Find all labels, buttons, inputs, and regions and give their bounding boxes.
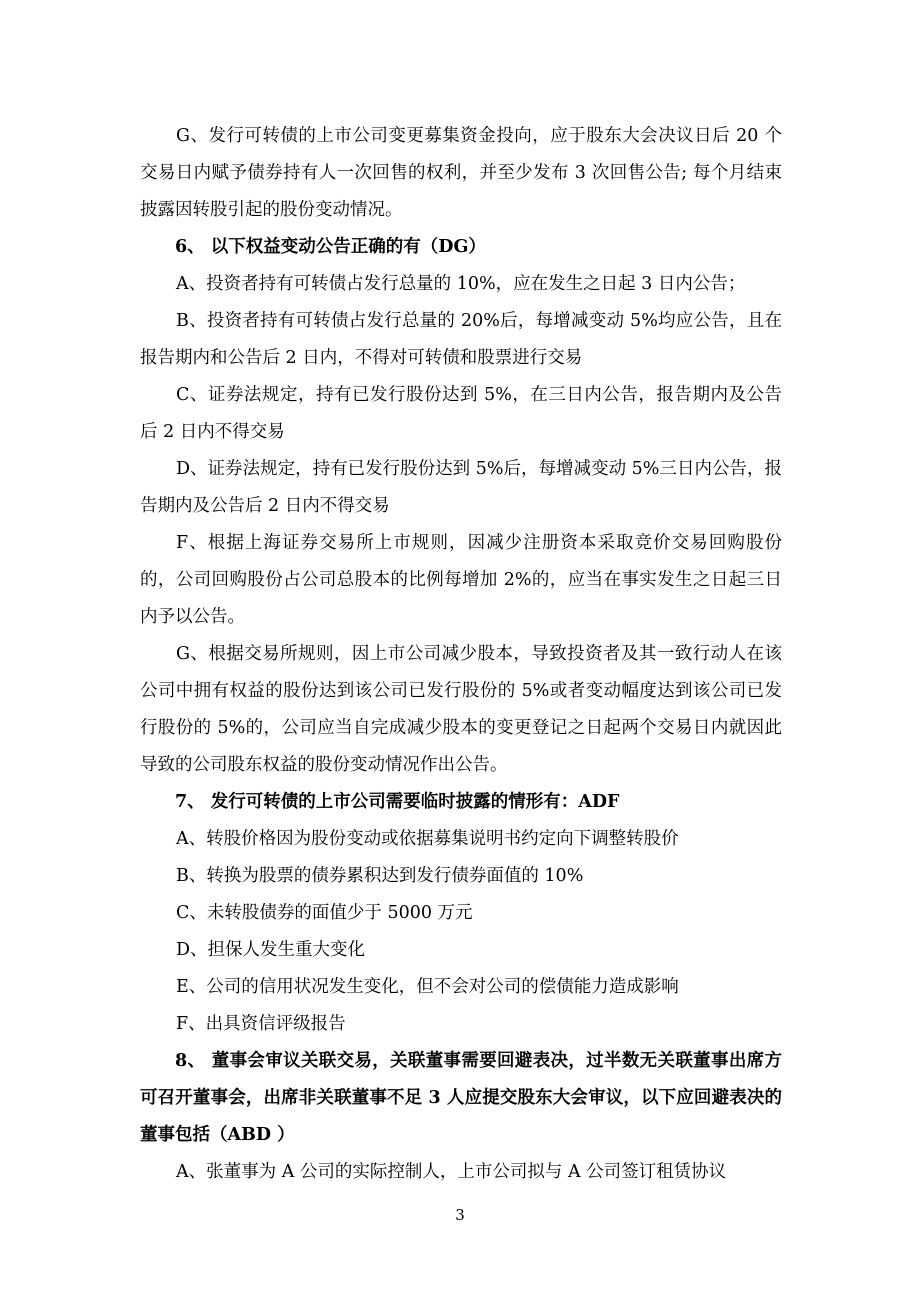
question-6-option-a: A、投资者持有可转债占发行总量的 10%，应在发生之日起 3 日内公告； <box>176 274 746 294</box>
paragraph-g-convertible-bond: G、发行可转债的上市公司变更募集资金投向，应于股东大会决议日后 20 个交易日内赋予债券持有人一次回售的权利，并至少发布 3 次回售公告; 每个月结束披露因转股引起的股份变动情况。 <box>140 126 782 220</box>
question-8-heading: 8、 董事会审议关联交易，关联董事需要回避表决，过半数无关联董事出席方可召开董事会，出席非关联董事不足 3 人应提交股东大会审议，以下应回避表决的董事包括（ABD ） <box>140 1051 782 1145</box>
question-6-option-b: B、投资者持有可转债占发行总量的 20%后，每增减变动 5%均应公告，且在报告期内和公告后 2 日内，不得对可转债和股票进行交易 <box>140 311 782 368</box>
question-7-option-d: D、担保人发生重大变化 <box>176 940 366 960</box>
question-7-option-e: E、公司的信用状况发生变化，但不会对公司的偿债能力造成影响 <box>176 977 679 997</box>
question-6-option-c: C、证券法规定，持有已发行股份达到 5%，在三日内公告，报告期内及公告后 2 日内不得交易 <box>140 385 782 442</box>
question-6-option-f: F、根据上海证券交易所上市规则，因减少注册资本采取竞价交易回购股份的，公司回购股份占公司总股本的比例每增加 2%的，应当在事实发生之日起三日内予以公告。 <box>140 533 782 627</box>
question-8-option-a: A、张董事为 A 公司的实际控制人，上市公司拟与 A 公司签订租赁协议 <box>176 1162 727 1182</box>
question-6-option-d: D、证券法规定，持有已发行股份达到 5%后，每增减变动 5%三日内公告，报告期内及公告后 2 日内不得交易 <box>140 459 782 516</box>
page-number: 3 <box>455 1206 465 1224</box>
question-7-heading: 7、 发行可转债的上市公司需要临时披露的情形有：ADF <box>175 792 620 812</box>
document-body <box>140 118 782 1191</box>
question-7-option-b: B、转换为股票的债券累积达到发行债券面值的 10% <box>176 866 584 886</box>
question-7-option-c: C、未转股债券的面值少于 5000 万元 <box>176 903 473 923</box>
question-6-option-g: G、根据交易所规则，因上市公司减少股本，导致投资者及其一致行动人在该公司中拥有权益的股份达到该公司已发行股份的 5%或者变动幅度达到该公司已发行股份的 5%的，公司应当自完成减少股本的变更登记之日起两个交易日内就因此导致的公司股东权益的股份变动情况作出公告。 <box>140 644 782 775</box>
question-7-option-a: A、转股价格因为股份变动或依据募集说明书约定向下调整转股价 <box>176 829 679 849</box>
question-7-option-f: F、出具资信评级报告 <box>176 1014 346 1034</box>
question-6-heading: 6、 以下权益变动公告正确的有（DG） <box>175 237 486 257</box>
